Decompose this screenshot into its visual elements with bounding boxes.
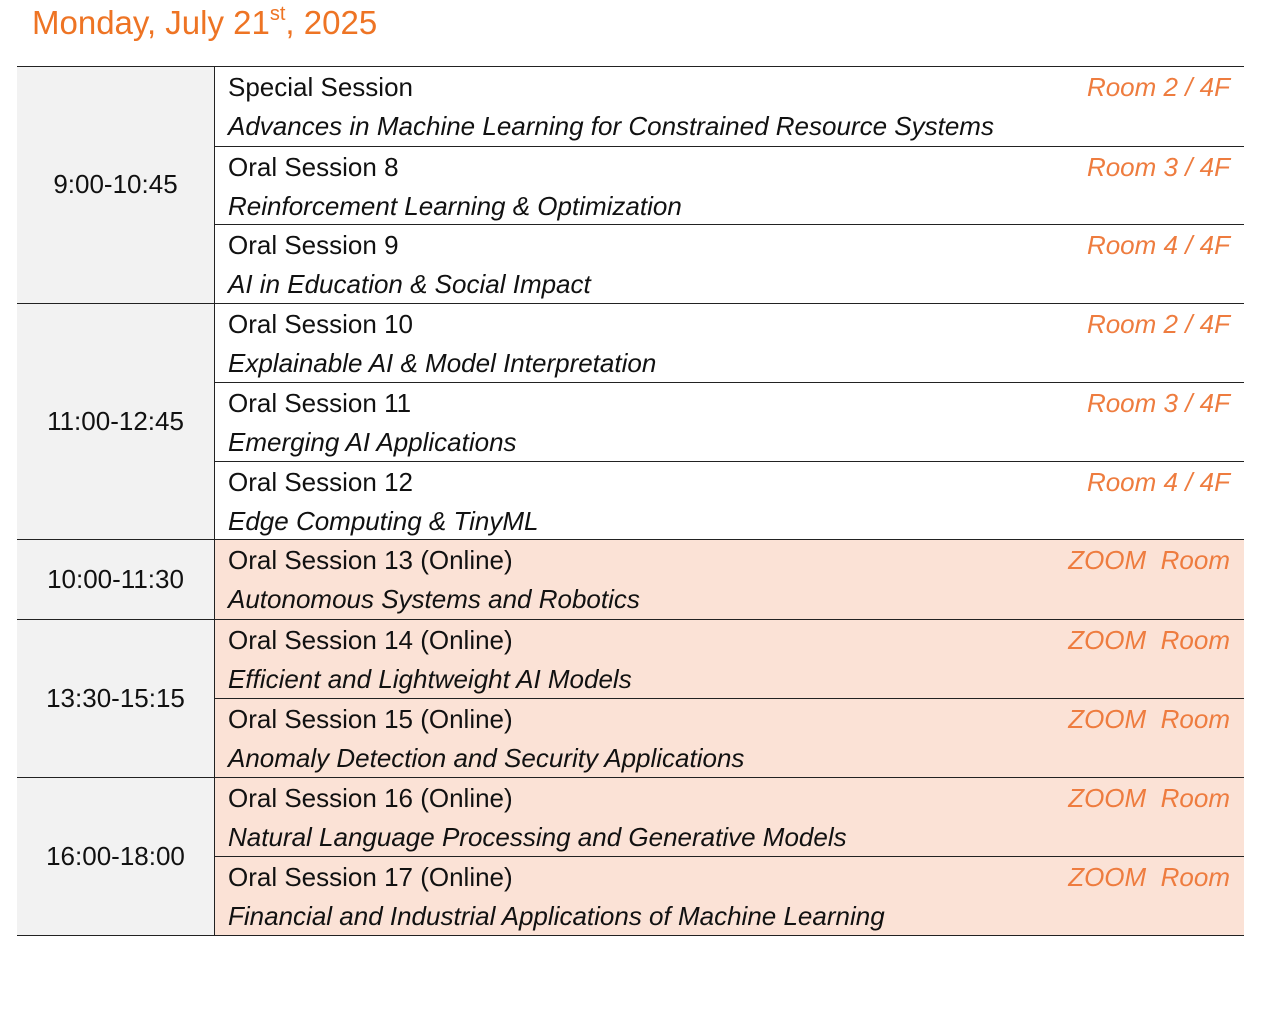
session-name: Oral Session 9 [228,230,399,260]
session-room: ZOOM Room [1068,545,1230,575]
session-room: Room 2 / 4F [1086,308,1230,339]
session-name: Oral Session 17 (Online) [228,862,513,892]
session-room: Room 2 / 4F [1086,72,1230,102]
session-row-online [215,698,1244,777]
session-row-online [215,856,1244,935]
session-row [215,461,1244,540]
time-slot: 16:00-18:00 [17,778,215,935]
session-room: ZOOM Room [1068,782,1230,813]
session-room: Room 3 / 4F [1086,151,1230,182]
session-topic: Edge Computing & TinyML [228,505,539,536]
session-room: Room 4 / 4F [1086,230,1230,260]
session-list [215,778,1244,935]
time-block [17,67,1244,304]
session-topic: Natural Language Processing and Generative Models [228,821,847,852]
session-topic: Anomaly Detection and Security Applications [228,743,745,773]
session-topic: Emerging AI Applications [228,427,517,457]
session-room: ZOOM Room [1068,862,1230,892]
time-slot: 9:00-10:45 [17,67,215,303]
time-block [17,304,1244,541]
session-topic: Financial and Industrial Applications of Machine Learning [228,901,885,931]
session-row [215,67,1244,146]
session-room: ZOOM Room [1068,704,1230,734]
time-block [17,778,1244,936]
session-topic: AI in Education & Social Impact [228,269,591,299]
session-topic: Reinforcement Learning & Optimization [228,190,682,221]
session-name: Oral Session 8 [228,151,399,182]
session-name: Oral Session 16 (Online) [228,782,513,813]
session-row [215,382,1244,461]
time-slot: 10:00-11:30 [17,540,215,619]
session-name: Oral Session 13 (Online) [228,545,513,575]
session-row [215,224,1244,303]
session-name: Oral Session 14 (Online) [228,624,513,655]
time-block [17,540,1244,620]
session-row [215,304,1244,383]
session-topic: Autonomous Systems and Robotics [228,584,640,614]
session-name: Oral Session 12 [228,466,413,497]
time-block [17,620,1244,778]
session-name: Oral Session 11 [228,388,412,418]
session-name: Special Session [228,72,413,102]
session-list [215,304,1244,540]
session-row-online [215,620,1244,699]
session-topic: Explainable AI & Model Interpretation [228,347,657,378]
title-year: , 2025 [285,4,378,41]
session-row [215,146,1244,225]
schedule-table [17,66,1244,936]
session-list [215,67,1244,303]
session-row-online [215,778,1244,857]
time-slot: 13:30-15:15 [17,620,215,777]
session-name: Oral Session 10 [228,308,413,339]
session-topic: Advances in Machine Learning for Constrained Resource Systems [228,111,994,141]
time-slot: 11:00-12:45 [17,304,215,540]
session-name: Oral Session 15 (Online) [228,704,513,734]
session-list [215,620,1244,777]
session-topic: Efficient and Lightweight AI Models [228,663,632,694]
page-title [32,4,377,42]
session-room: ZOOM Room [1068,624,1230,655]
title-ordinal-suffix: st [269,3,286,25]
session-row-online [215,540,1244,619]
session-room: Room 4 / 4F [1086,466,1230,497]
title-date: Monday, July 21 [32,4,270,41]
session-room: Room 3 / 4F [1086,388,1230,418]
session-list [215,540,1244,619]
